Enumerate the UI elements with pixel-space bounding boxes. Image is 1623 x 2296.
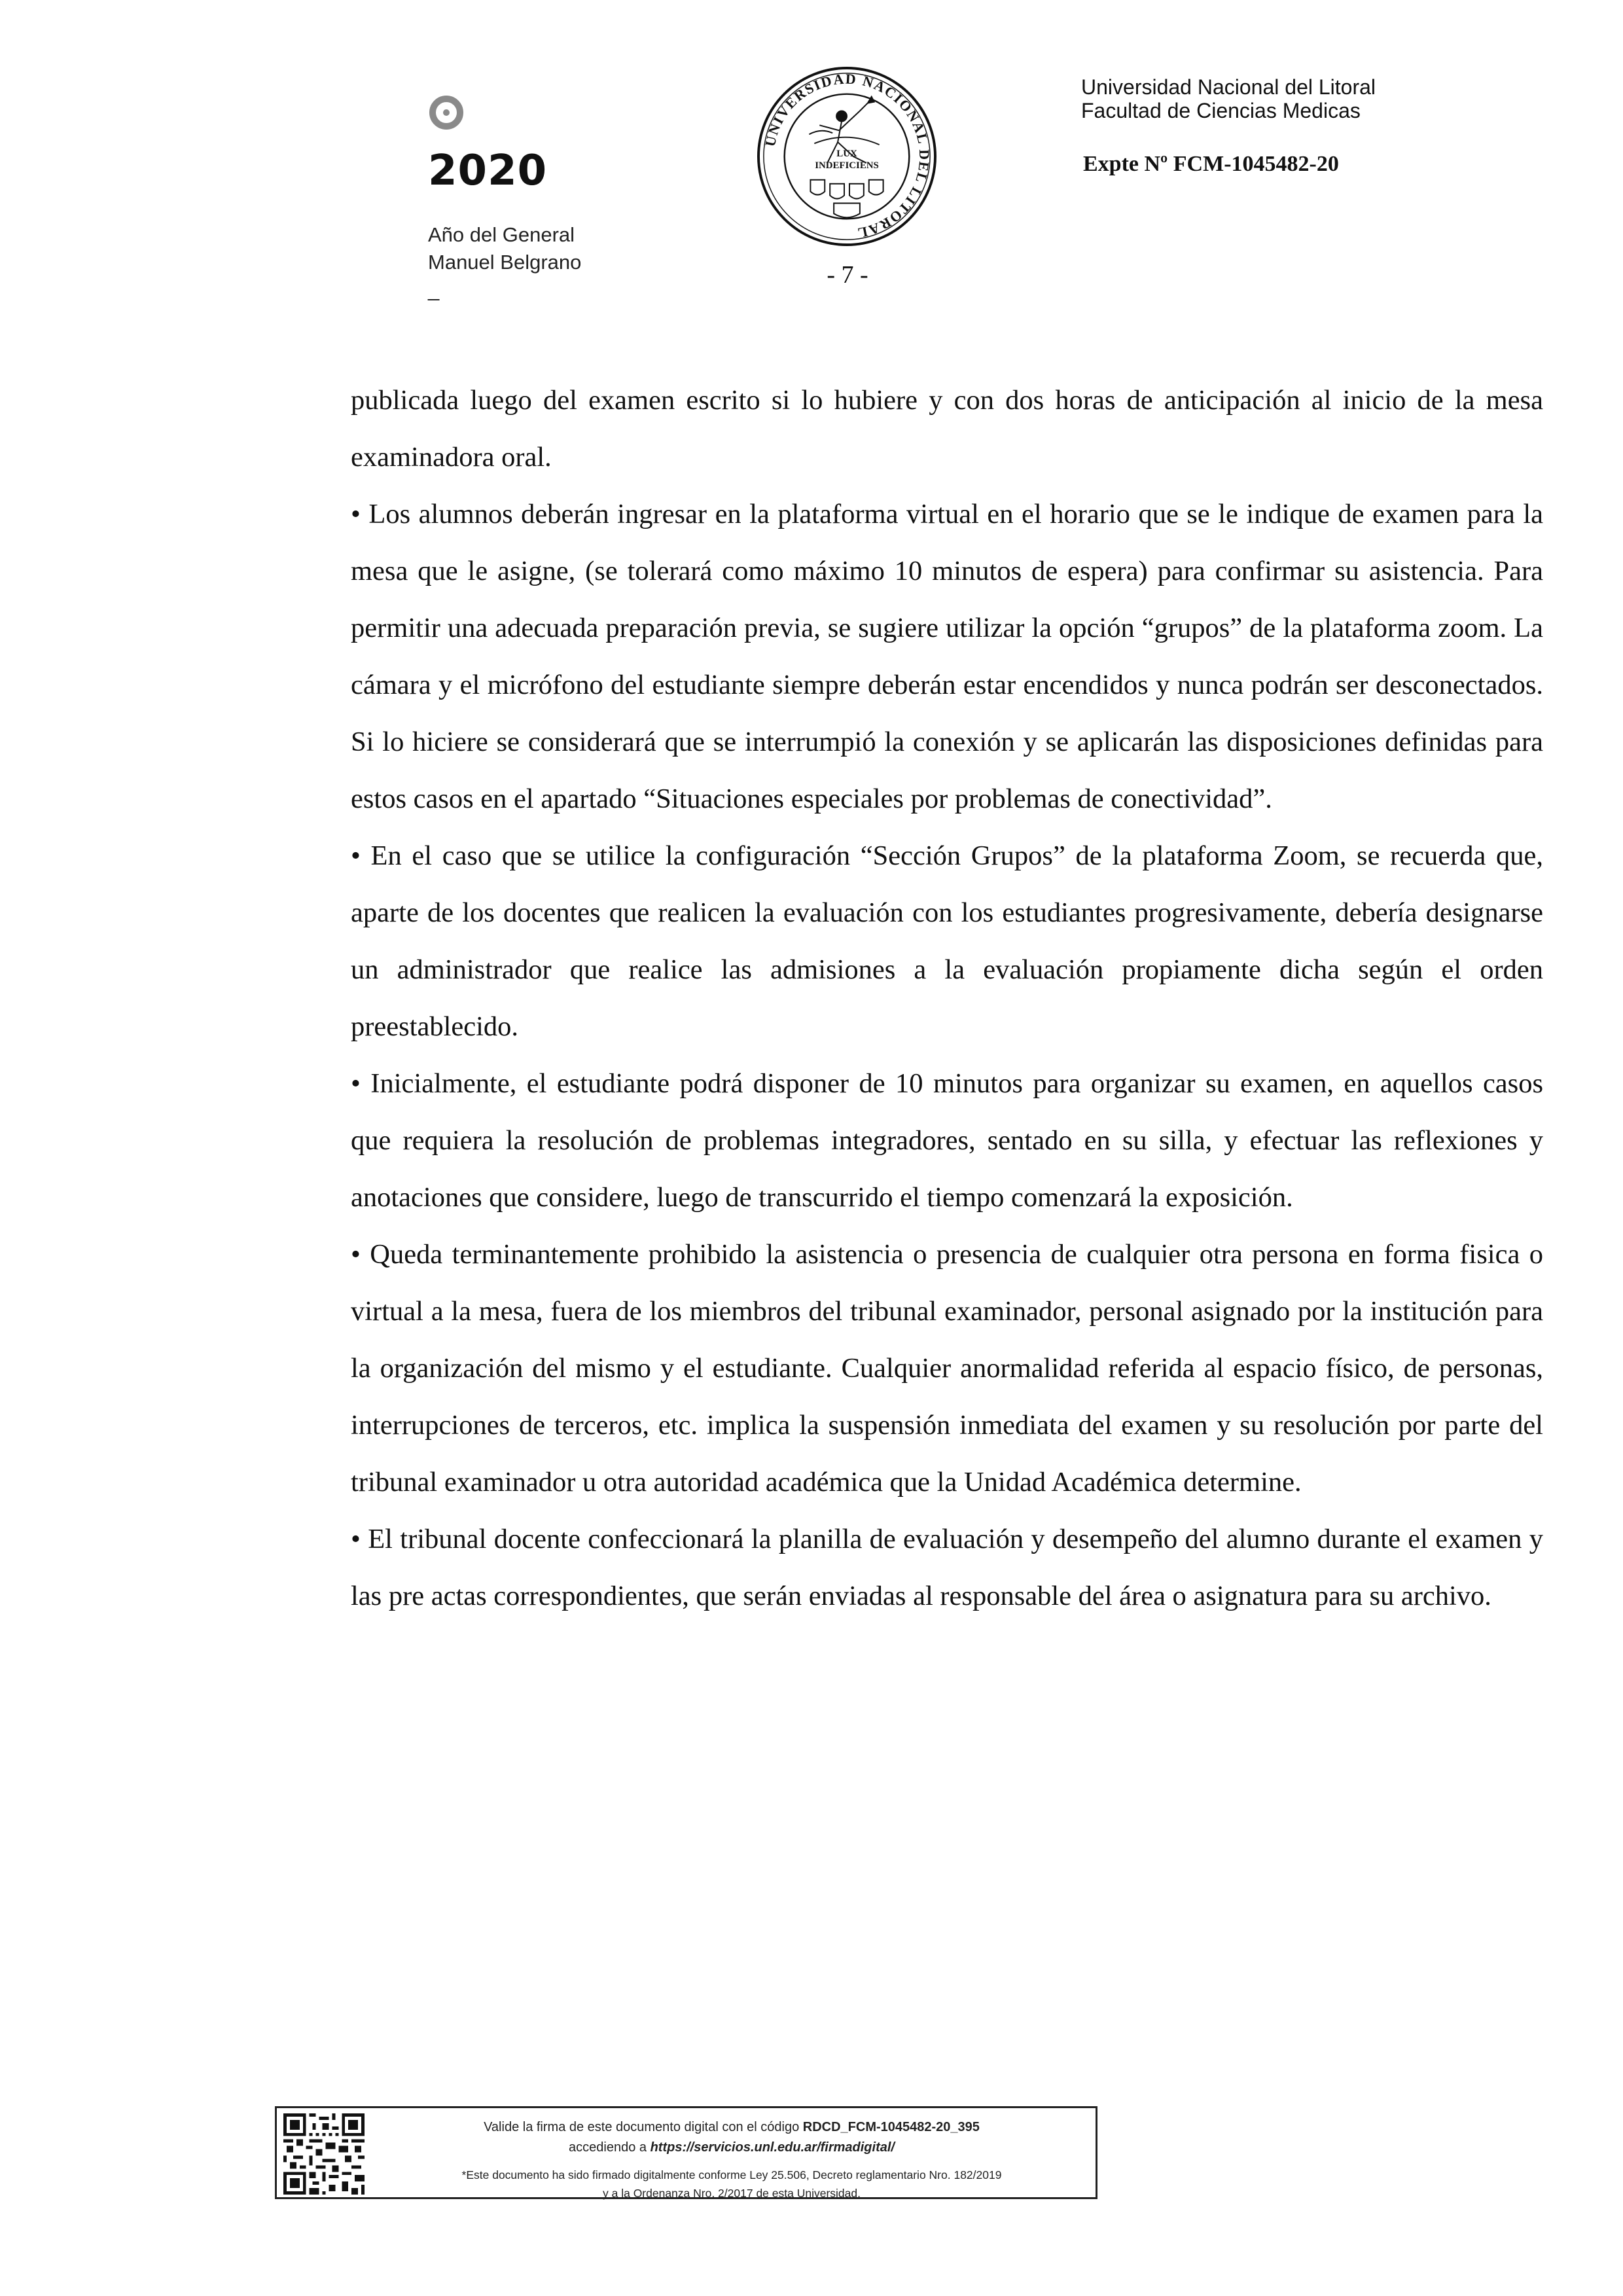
- validation-text: [375, 2117, 1088, 2202]
- shield-row-icon: [810, 180, 883, 218]
- year-label: 2020: [428, 147, 548, 195]
- access-prefix: accediendo a: [569, 2140, 651, 2155]
- document-body: [351, 372, 1543, 1624]
- validation-prefix: Valide la firma de este documento digital con el código: [484, 2120, 803, 2134]
- legal-note: [375, 2166, 1088, 2202]
- year-motto: [428, 221, 598, 304]
- qr-code-icon[interactable]: [283, 2113, 365, 2195]
- access-line: [375, 2138, 1088, 2158]
- paragraph: publicada luego del examen escrito si lo hubiere y con dos horas de anticipación al inicio de la mesa examinadora oral.: [351, 385, 1543, 473]
- seal-motto-line: INDEFICIENS: [815, 160, 879, 171]
- year-logo: [428, 96, 598, 304]
- page-number: - 7 -: [827, 261, 868, 289]
- university-name: Universidad Nacional del Litoral: [1081, 75, 1376, 99]
- university-seal: [756, 65, 938, 247]
- paragraph: • Queda terminantemente prohibido la asistencia o presencia de cualquier otra persona en forma fisica o virtual a la mesa, fuera de los miembros del tribunal examinador, personal asignado por la institución para la organización del mismo y el estudiante. Cualquier anormalidad referida al espacio físico, de personas, interrupciones de terceros, etc. implica la suspensión inmediata del examen y su resolución por parte del tribunal examinador u otra autoridad académica que la Unidad Académica determine.: [351, 1239, 1543, 1498]
- paragraph: • Inicialmente, el estudiante podrá disponer de 10 minutos para organizar su examen, en aquellos casos que requiera la resolución de problemas integradores, sentado en su silla, y efectuar las reflexiones y anotaciones que considere, luego de transcurrido el tiempo comenzará la exposición.: [351, 1068, 1543, 1213]
- legal-note-line: *Este documento ha sido firmado digitalmente conforme Ley 25.506, Decreto reglamentario Nro. 182/2019: [461, 2168, 1002, 2181]
- signature-validation-box: [275, 2106, 1097, 2199]
- motto-line: _: [428, 278, 440, 301]
- faculty-name: Facultad de Ciencias Medicas: [1081, 99, 1361, 122]
- validation-line: [375, 2117, 1088, 2138]
- institution-block: [1081, 75, 1376, 122]
- validation-code: RDCD_FCM-1045482-20_395: [802, 2120, 980, 2134]
- file-number: Expte Nº FCM-1045482-20: [1083, 152, 1339, 176]
- gear-icon: [429, 96, 463, 130]
- seal-ring-text: UNIVERSIDAD NACIONAL DEL LITORAL: [762, 71, 933, 242]
- legal-note-line: y a la Ordenanza Nro. 2/2017 de esta Universidad.: [603, 2187, 861, 2200]
- paragraph: • En el caso que se utilice la configuración “Sección Grupos” de la plataforma Zoom, se recuerda que, aparte de los docentes que realicen la evaluación con los estudiantes progresivamente, debería designarse un administrador que realice las admisiones a la evaluación propiamente dicha según el orden preestablecido.: [351, 840, 1543, 1042]
- motto-line: Año del General: [428, 223, 575, 246]
- validation-url-link[interactable]: https://servicios.unl.edu.ar/firmadigital/: [650, 2140, 895, 2155]
- seal-motto-line: LUX: [836, 149, 857, 159]
- paragraph: • El tribunal docente confeccionará la planilla de evaluación y desempeño del alumno durante el examen y las pre actas correspondientes, que serán enviadas al responsable del área o asignatura para su archivo.: [351, 1524, 1543, 1611]
- motto-line: Manuel Belgrano: [428, 251, 582, 274]
- paragraph: • Los alumnos deberán ingresar en la plataforma virtual en el horario que se le indique de examen para la mesa que le asigne, (se tolerará como máximo 10 minutos de espera) para confirmar su asistencia. Para permitir una adecuada preparación previa, se sugiere utilizar la opción “grupos” de la plataforma zoom. La cámara y el micrófono del estudiante siempre deberán estar encendidos y nunca podrán ser desconectados. Si lo hiciere se considerará que se interrumpió la conexión y se aplicarán las disposiciones definidas para estos casos en el apartado “Situaciones especiales por problemas de conectividad”.: [351, 499, 1543, 814]
